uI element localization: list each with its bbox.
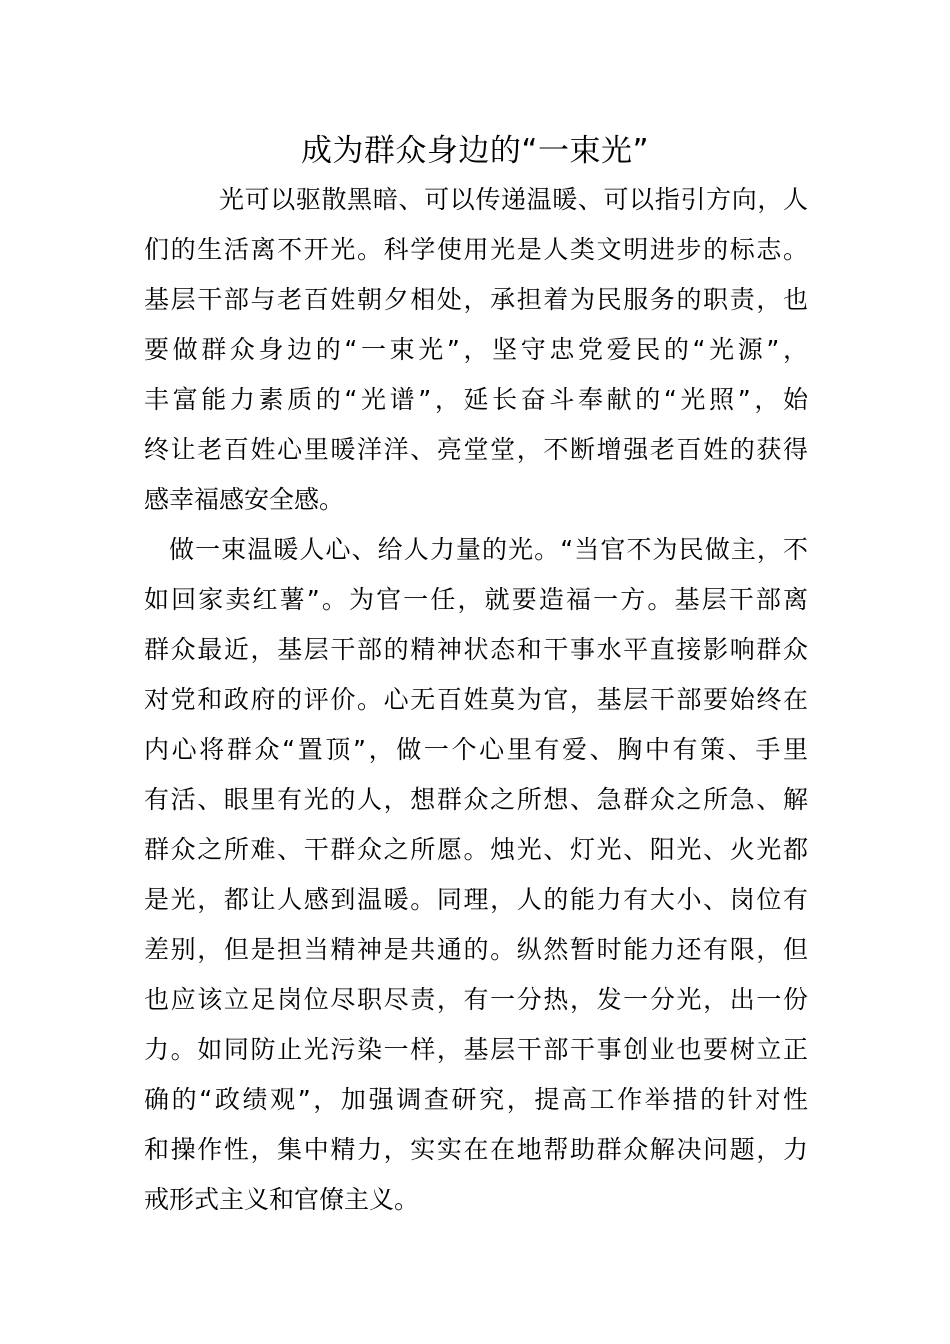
text-line: 要做群众身边的“一束光”，坚守忠党爱民的“光源”， [144, 335, 808, 364]
text-line: 光可以驱散黑暗、可以传递温暖、可以指引方向，人 [219, 185, 808, 214]
text-line: 差别，但是担当精神是共通的。纵然暂时能力还有限，但 [144, 935, 808, 964]
text-line: 群众之所难、干群众之所愿。烛光、灯光、阳光、火光都 [144, 835, 808, 864]
text-line: 们的生活离不开光。科学使用光是人类文明进步的标志。 [144, 235, 808, 264]
text-line: 丰富能力素质的“光谱”，延长奋斗奉献的“光照”，始 [144, 385, 808, 414]
text-line: 确的“政绩观”，加强调查研究，提高工作举措的针对性 [144, 1085, 808, 1114]
paragraph-2 [144, 525, 808, 1225]
document-title: 成为群众身边的“一束光” [300, 133, 650, 169]
text-line: 如回家卖红薯”。为官一任，就要造福一方。基层干部离 [144, 585, 808, 614]
text-line: 内心将群众“置顶”，做一个心里有爱、胸中有策、手里 [144, 735, 808, 764]
text-line: 对党和政府的评价。心无百姓莫为官，基层干部要始终在 [144, 685, 808, 714]
text-line: 戒形式主义和官僚主义。 [144, 1185, 420, 1214]
text-line: 感幸福感安全感。 [144, 485, 345, 514]
text-line: 力。如同防止光污染一样，基层干部干事创业也要树立正 [144, 1035, 808, 1064]
text-line: 基层干部与老百姓朝夕相处，承担着为民服务的职责，也 [144, 285, 808, 314]
text-line: 做一束温暖人心、给人力量的光。“当官不为民做主，不 [169, 535, 808, 564]
text-line: 有活、眼里有光的人，想群众之所想、急群众之所急、解 [144, 785, 808, 814]
paragraph-1 [144, 175, 808, 525]
text-line: 和操作性，集中精力，实实在在地帮助群众解决问题，力 [144, 1135, 808, 1164]
text-line: 也应该立足岗位尽职尽责，有一分热，发一分光，出一份 [144, 985, 808, 1014]
text-line: 群众最近，基层干部的精神状态和干事水平直接影响群众 [144, 635, 808, 664]
text-line: 终让老百姓心里暖洋洋、亮堂堂，不断增强老百姓的获得 [144, 435, 808, 464]
text-line: 是光，都让人感到温暖。同理，人的能力有大小、岗位有 [144, 885, 808, 914]
document-body [144, 175, 808, 1225]
